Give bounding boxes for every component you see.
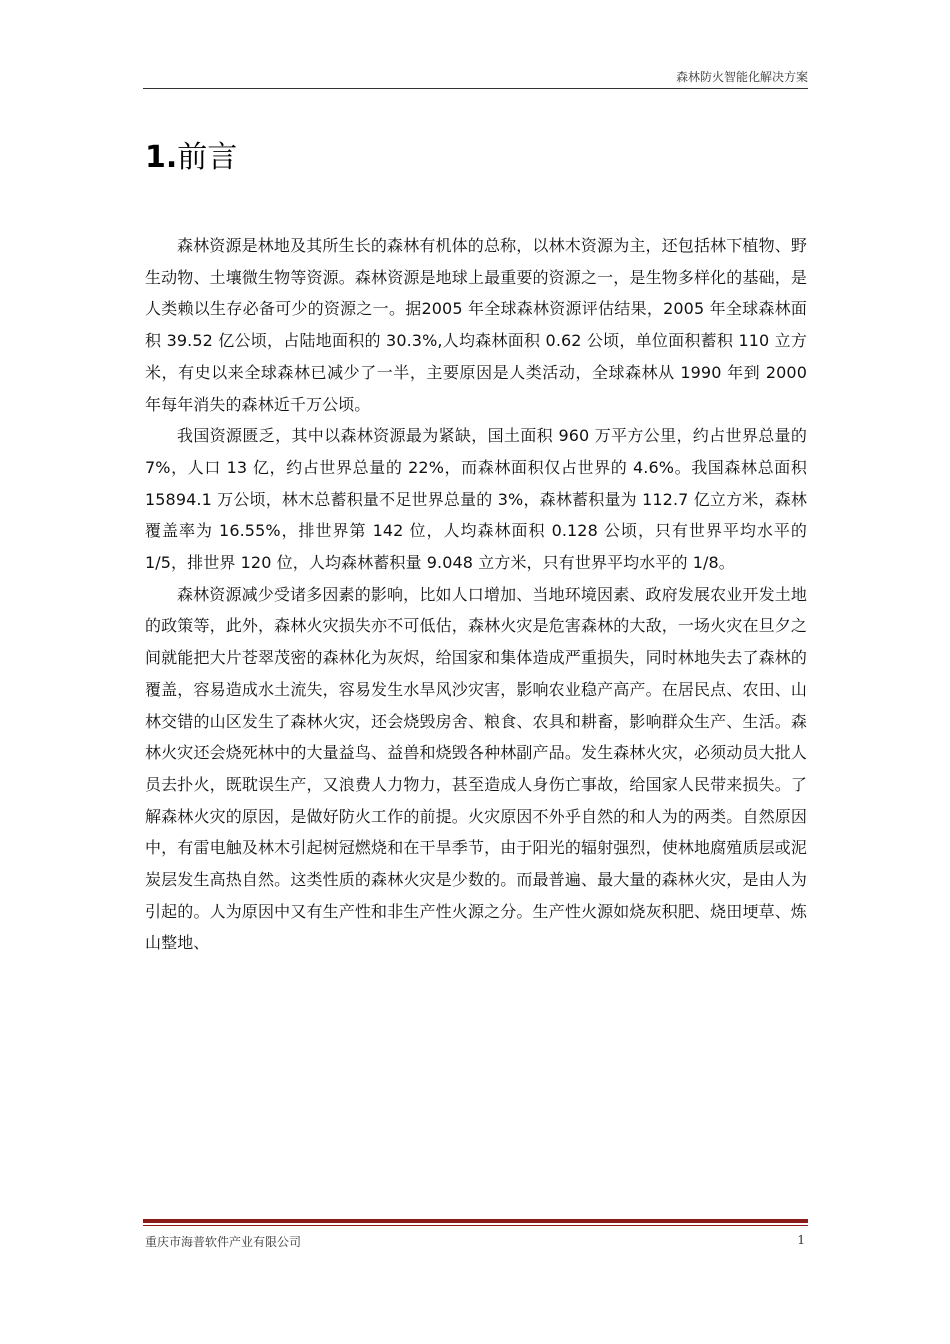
footer-rule-thin	[143, 1225, 808, 1226]
paragraph-forest-fire: 森林资源减少受诸多因素的影响，比如人口增加、当地环境因素、政府发展农业开发土地的政策等，此外，森林火灾损失亦不可低估，森林火灾是危害森林的大敌，一场火灾在旦夕之间就能把大片苍翠茂密的森林化为灰烬，给国家和集体造成严重损失，同时林地失去了森林的覆盖，容易造成水土流失，容易发生水旱风沙灾害，影响农业稳产高产。在居民点、农田、山林交错的山区发生了森林火灾，还会烧毁房舍、粮食、农具和耕畜，影响群众生产、生活。森林火灾还会烧死林中的大量益鸟、益兽和烧毁各种林副产品。发生森林火灾，必须动员大批人员去扑火，既耽误生产，又浪费人力物力，甚至造成人身伤亡事故，给国家人民带来损失。了解森林火灾的原因，是做好防火工作的前提。火灾原因不外乎自然的和人为的两类。自然原因中，有雷电触及林木引起树冠燃烧和在干旱季节，由于阳光的辐射强烈，使林地腐殖质层或泥炭层发生高热自然。这类性质的森林火灾是少数的。而最普遍、最大量的森林火灾，是由人为引起的。人为原因中又有生产性和非生产性火源之分。生产性火源如烧灰积肥、烧田埂草、炼山整地、	[145, 584, 807, 953]
header-document-title: 森林防火智能化解决方案	[675, 70, 808, 84]
chapter-heading	[145, 136, 237, 180]
chapter-title-text: 前言	[177, 140, 238, 175]
page-header	[143, 66, 808, 89]
footer-company-name: 重庆市海普软件产业有限公司	[145, 1235, 302, 1249]
body-text	[145, 230, 807, 959]
chapter-number: 1.	[145, 140, 178, 175]
paragraph-china-resources: 我国资源匮乏，其中以森林资源最为紧缺，国土面积 960 万平方公里，约占世界总量的 7%，人口 13 亿，约占世界总量的 22%，而森林面积仅占世界的 4.6%。我国森林总面积 15894.1 万公顷，林木总蓄积量不足世界总量的 3%，森林蓄积量为 112.7 亿立方米，森林覆盖率为 16.55%，排世界第 142 位，人均森林面积 0.128 公顷，只有世界平均水平的 1/5，排世界 120 位，人均森林蓄积量 9.048 立方米，只有世界平均水平的 1/8。	[145, 426, 807, 573]
footer-rule	[143, 1219, 808, 1223]
paragraph-forest-resources: 森林资源是林地及其所生长的森林有机体的总称，以林木资源为主，还包括林下植物、野生动物、土壤微生物等资源。森林资源是地球上最重要的资源之一，是生物多样化的基础，是人类赖以生存必备可少的资源之一。据2005 年全球森林资源评估结果，2005 年全球森林面积 39.52 亿公顷，占陆地面积的 30.3%,人均森林面积 0.62 公顷，单位面积蓄积 110 立方米，有史以来全球森林已减少了一半，主要原因是人类活动，全球森林从 1990 年到 2000 年每年消失的森林近千万公顷。	[145, 236, 807, 414]
footer-page-number: 1	[797, 1233, 805, 1247]
